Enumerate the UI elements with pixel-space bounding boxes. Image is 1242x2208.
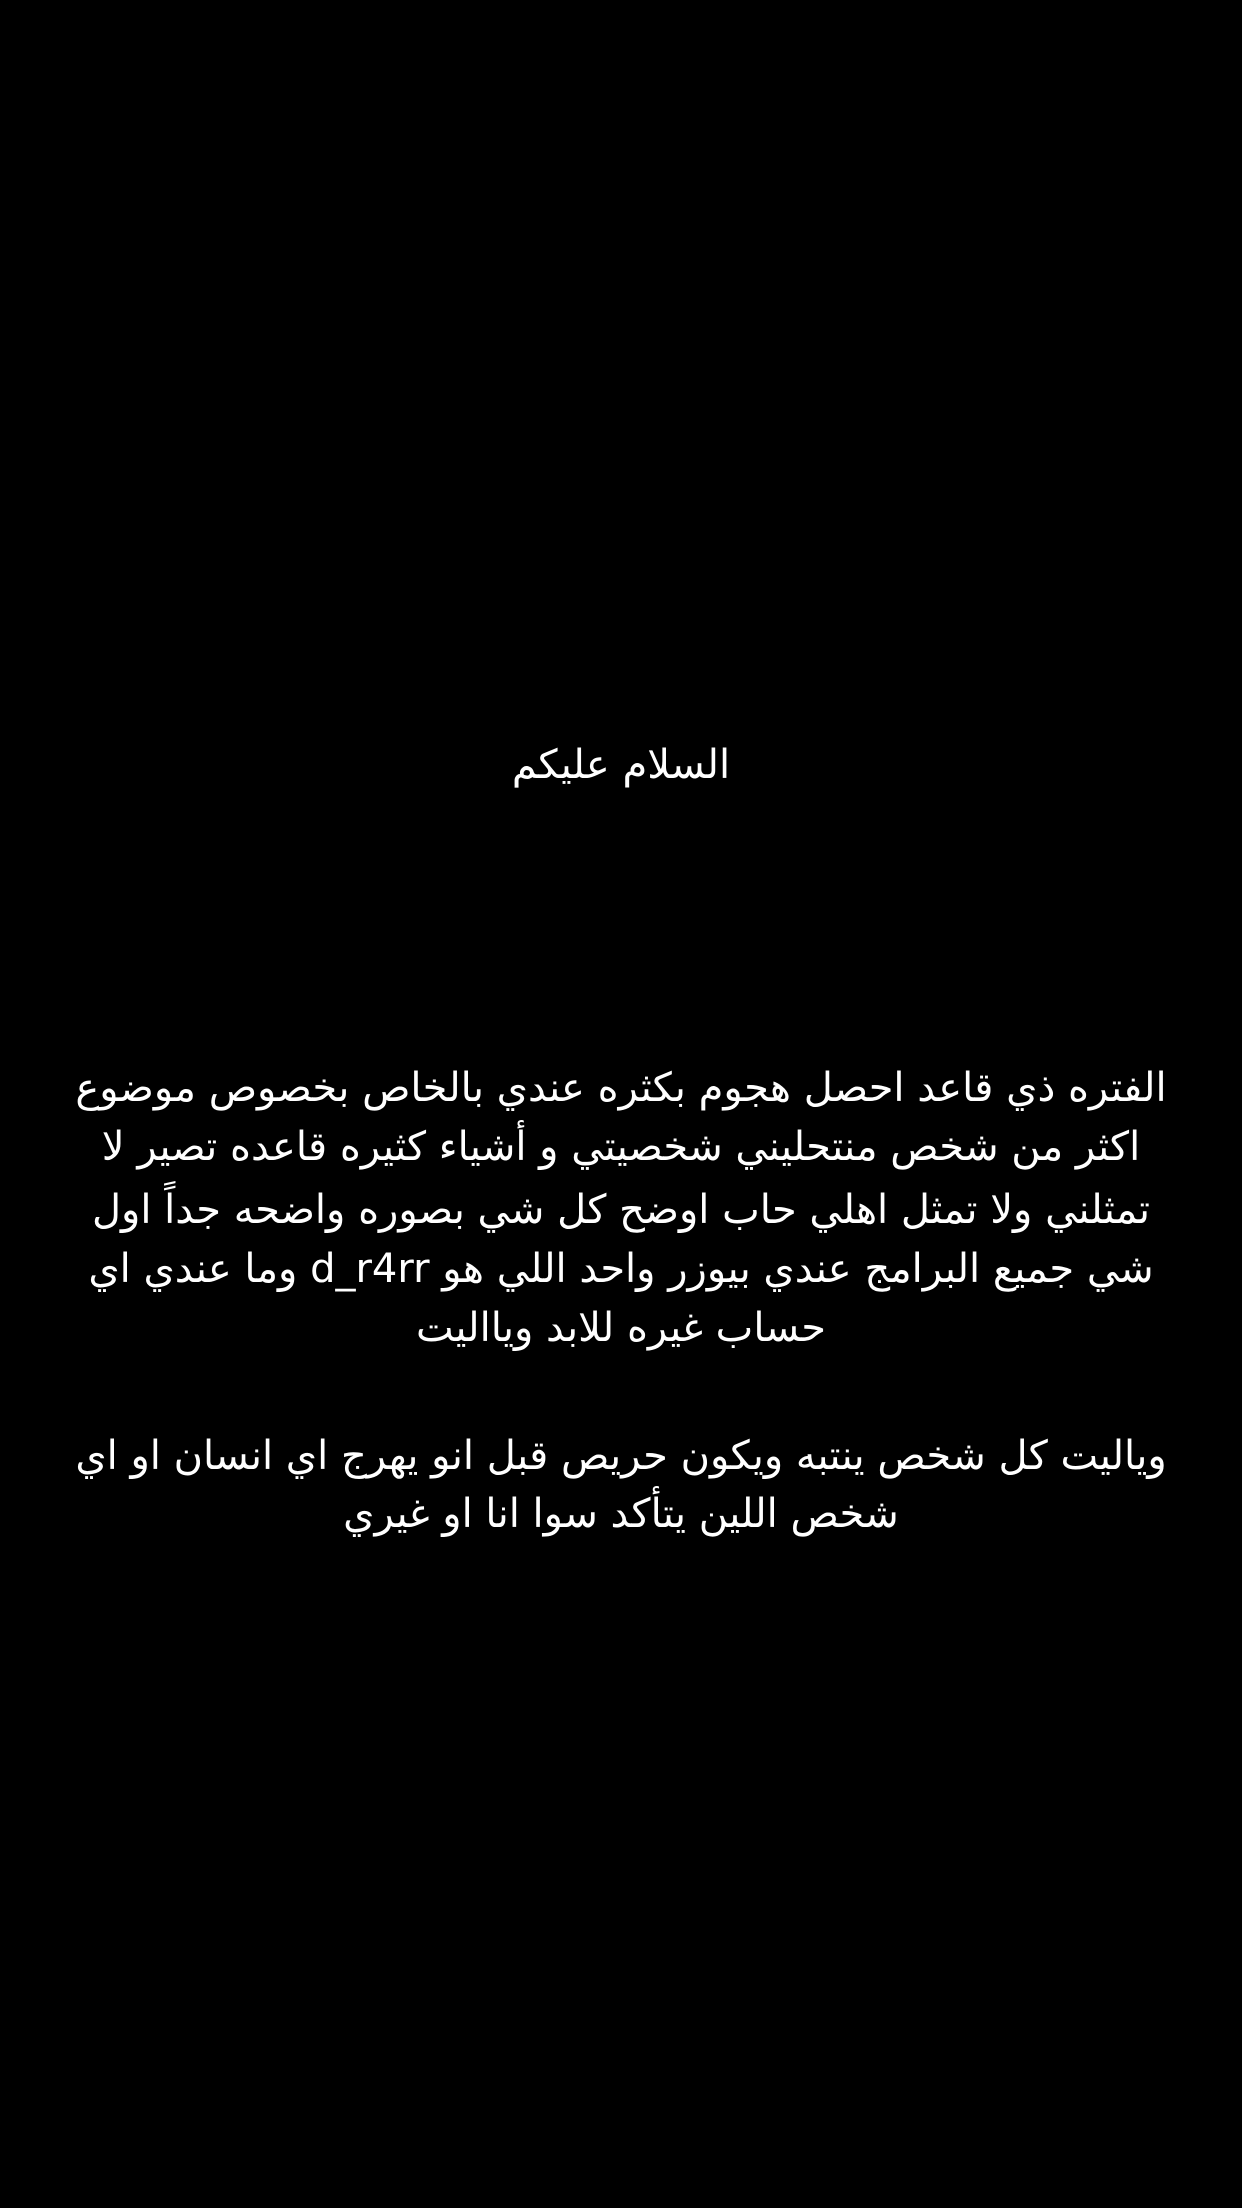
warning-line: وياليت كل شخص ينتبه ويكون حريص قبل انو يهرج اي انسان او اي bbox=[75, 1433, 1167, 1479]
message-line: تمثلني ولا تمثل اهلي حاب اوضح كل شي بصوره واضحه جداً اول bbox=[91, 1187, 1151, 1233]
message-line: اكثر من شخص منتحليني شخصيتي و أشياء كثيره قاعده تصير لا bbox=[101, 1124, 1141, 1170]
message-line-username: شي جميع البرامج عندي بيوزر واحد اللي هو d_r4rr وما عندي اي bbox=[88, 1246, 1154, 1292]
message-line: الفتره ذي قاعد احصل هجوم بكثره عندي بالخاص بخصوص موضوع bbox=[75, 1065, 1167, 1111]
warning-line: شخص اللين يتأكد سوا انا او غيري bbox=[343, 1491, 899, 1537]
greeting-text: السلام عليكم bbox=[511, 742, 731, 788]
message-line: حساب غيره للابد ويااليت bbox=[416, 1305, 826, 1351]
